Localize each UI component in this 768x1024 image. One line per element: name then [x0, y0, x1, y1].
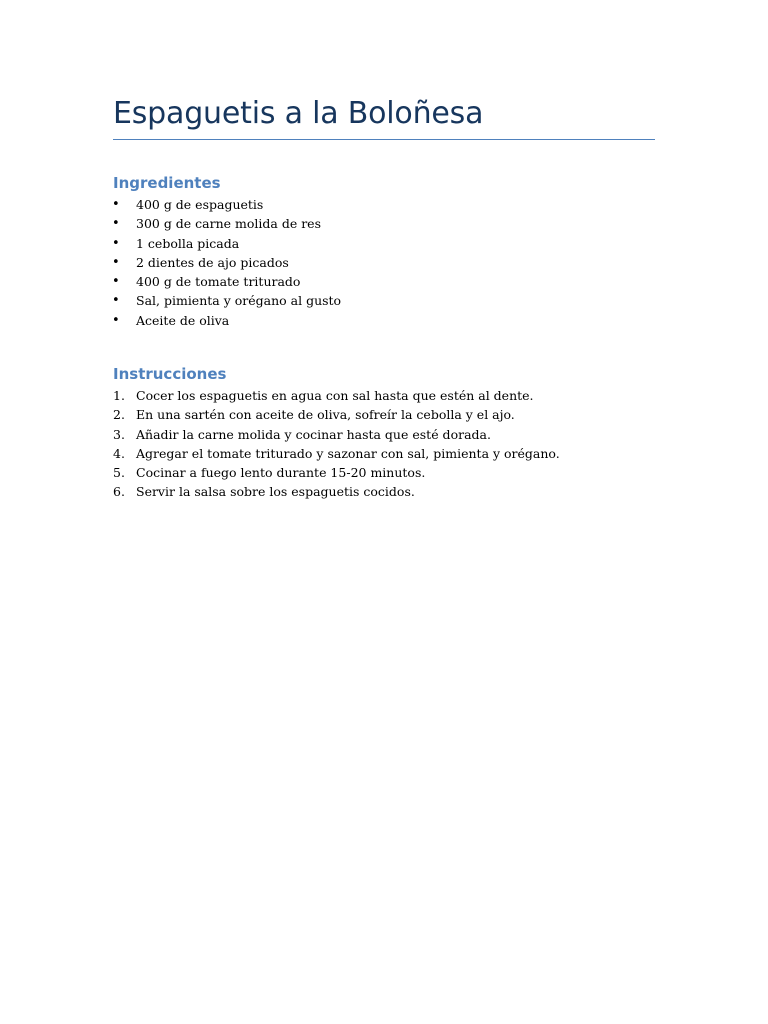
bullet-icon: •	[112, 312, 120, 328]
ingredient-text: 300 g de carne molida de res	[136, 216, 321, 232]
ingredient-text: 1 cebolla picada	[136, 235, 240, 251]
step-text: Agregar el tomate triturado y sazonar con sal, pimienta y orégano.	[136, 445, 560, 461]
instructions-heading: Instrucciones	[113, 365, 227, 383]
ingredient-text: 2 dientes de ajo picados	[136, 254, 289, 270]
step-number: 4.	[113, 445, 125, 461]
step-number: 2.	[113, 407, 125, 423]
step-text: Servir la salsa sobre los espaguetis cocidos.	[136, 484, 415, 500]
step-text: Cocinar a fuego lento durante 15-20 minutos.	[136, 465, 426, 481]
ingredient-text: 400 g de tomate triturado	[136, 274, 301, 290]
bullet-icon: •	[112, 197, 120, 212]
bullet-icon: •	[112, 293, 120, 309]
ingredients-heading: Ingredientes	[113, 174, 221, 192]
ingredient-text: Aceite de oliva	[136, 312, 230, 328]
step-text: Cocer los espaguetis en agua con sal hasta que estén al dente.	[136, 388, 534, 403]
ingredient-text: Sal, pimienta y orégano al gusto	[136, 293, 342, 309]
ingredient-text: 400 g de espaguetis	[136, 197, 264, 212]
bullet-icon: •	[112, 274, 120, 290]
step-text: Añadir la carne molida y cocinar hasta que esté dorada.	[136, 426, 491, 442]
step-text: En una sartén con aceite de oliva, sofreír la cebolla y el ajo.	[136, 407, 515, 423]
page-title: Espaguetis a la Boloñesa	[113, 96, 484, 131]
bullet-icon: •	[112, 216, 120, 232]
step-number: 1.	[113, 388, 125, 403]
step-number: 6.	[113, 484, 125, 500]
bullet-icon: •	[112, 235, 120, 251]
title-underline-rule	[113, 139, 655, 140]
step-number: 5.	[113, 465, 125, 481]
step-number: 3.	[113, 426, 125, 442]
bullet-icon: •	[112, 254, 120, 270]
